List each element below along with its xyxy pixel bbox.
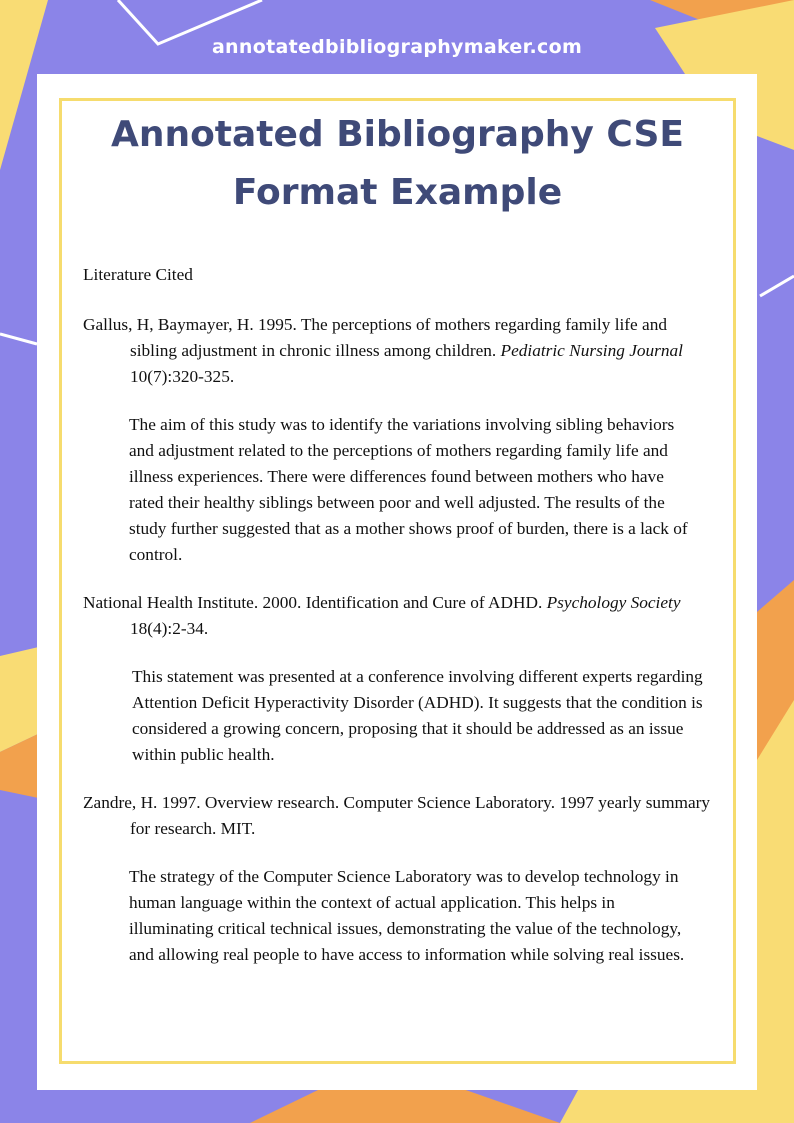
section-heading: Literature Cited (83, 265, 193, 284)
citation-1-text: Gallus, H, Baymayer, H. 1995. The perceptions of mothers regarding family life and sibling adjustment in chronic illness among children. (83, 315, 667, 360)
citation-1-tail: 10(7):320-325. (130, 367, 235, 386)
citation-1-journal: Pediatric Nursing Journal (500, 341, 683, 360)
annotation-1: The aim of this study was to identify the variations involving sibling behaviors and adjustment related to the perceptions of mothers regarding family life and illness experiences. There were differences found between mothers who have rated their healthy siblings between poor and well adjusted. The results of the study further suggested that as a mother shows proof of burden, there is a lack of control. (129, 415, 688, 564)
citation-3-text: Zandre, H. 1997. Overview research. Computer Science Laboratory. 1997 yearly summary for research. MIT. (83, 793, 711, 838)
site-url: annotatedbibliographymaker.com (211, 36, 583, 58)
citation-1 (83, 312, 713, 390)
citation-2-journal: Psychology Society (546, 593, 681, 612)
annotation-3: The strategy of the Computer Science Laboratory was to develop technology in human language within the context of actual application. This helps in illuminating critical technical issues, demonstrating the value of the technology, and allowing real people to have access to information while solving real issues. (129, 867, 685, 964)
page-title: Annotated Bibliography CSE Format Example (110, 114, 685, 213)
citation-3 (83, 790, 713, 842)
bibliography-content (83, 262, 713, 990)
citation-2-text: National Health Institute. 2000. Identification and Cure of ADHD. (83, 593, 543, 612)
citation-2-tail: 18(4):2-34. (130, 619, 209, 638)
annotation-2: This statement was presented at a conference involving different experts regarding Attention Deficit Hyperactivity Disorder (ADHD). It suggests that the condition is considered a growing concern, proposing that it should be addressed as an issue within public health. (132, 667, 703, 764)
citation-2 (83, 590, 713, 642)
